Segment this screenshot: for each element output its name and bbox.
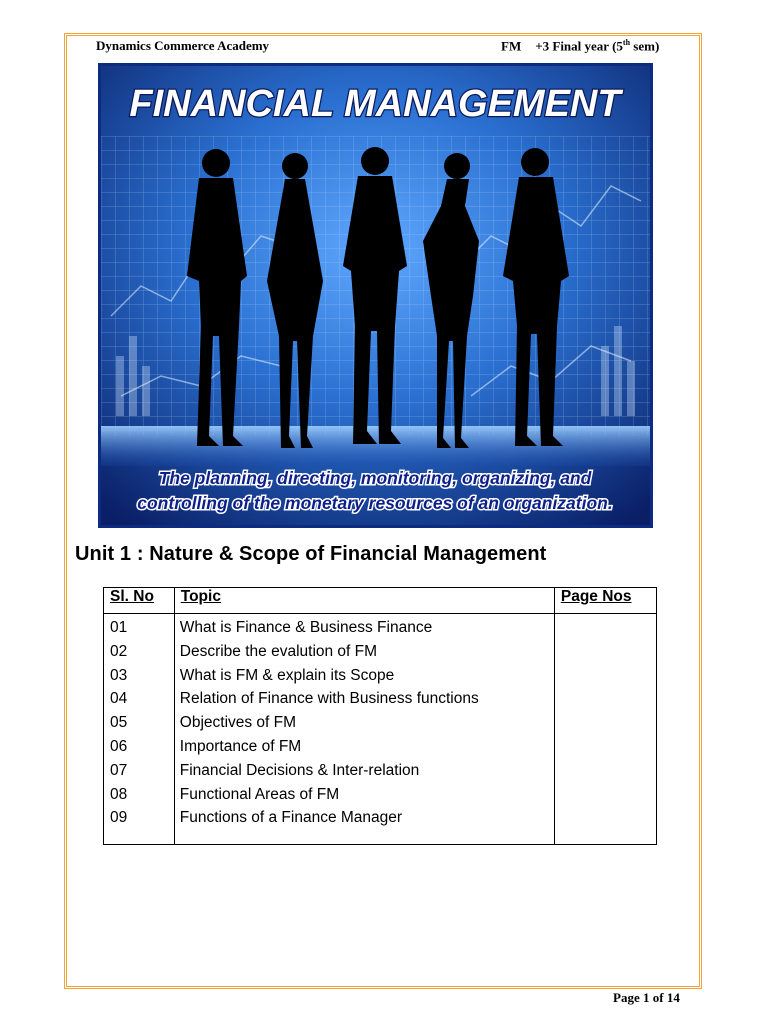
header-topic-label: Topic [180, 588, 221, 605]
table-row-topic: Functions of a Finance Manager [179, 809, 403, 827]
sl-no-column [104, 614, 175, 845]
banner-artwork [101, 66, 650, 525]
table-row-no: 03 [110, 666, 128, 684]
table-row-topic: Financial Decisions & Inter-relation [179, 761, 420, 779]
table-row-no: 08 [110, 785, 128, 803]
table-body-row [104, 614, 657, 845]
table-row-no: 05 [110, 714, 128, 732]
header-sl-no-label: Sl. No [110, 588, 154, 605]
banner-caption-line2: controlling of the monetary resources of an organization. [137, 493, 613, 513]
header-topic [174, 588, 554, 614]
banner-title: FINANCIAL MANAGEMENT [129, 83, 621, 125]
footer-page-number: 1 [642, 990, 650, 1005]
table-header-row [104, 588, 657, 614]
table-row-topic: What is FM & explain its Scope [179, 666, 395, 684]
header-year: +3 Final year (5 [535, 38, 623, 54]
page-nos-column [554, 614, 656, 845]
table-row-no: 02 [110, 642, 128, 660]
table-row-topic: Describe the evalution of FM [179, 642, 378, 660]
topic-column [174, 614, 554, 845]
footer-page-total: 14 [666, 990, 680, 1005]
table-row-topic: What is Finance & Business Finance [179, 619, 433, 636]
banner-image [98, 63, 653, 528]
header-page-nos-label: Page Nos [560, 588, 632, 605]
header-sl-no [104, 588, 175, 614]
header-subject: FM [501, 38, 522, 54]
banner-caption-line1: The planning, directing, monitoring, organizing, and [158, 468, 592, 488]
topics-table [103, 587, 657, 845]
table-row-no: 09 [110, 809, 128, 827]
table-row-no: 07 [110, 761, 128, 779]
table-row-no: 01 [110, 619, 128, 636]
footer-page-label: Page [613, 990, 643, 1005]
header-course [501, 38, 659, 54]
table-row-topic: Functional Areas of FM [179, 785, 340, 803]
table-row-topic: Relation of Finance with Business functions [179, 690, 479, 708]
header-year-sup: th [622, 38, 631, 47]
header-year-suffix: sem) [630, 38, 660, 54]
table-row-topic: Importance of FM [179, 737, 302, 755]
header-page-nos [554, 588, 656, 614]
unit-title: Unit 1 : Nature & Scope of Financial Management [75, 543, 547, 565]
table-row-no: 04 [110, 690, 128, 708]
footer-of-label: of [649, 990, 667, 1005]
header-academy: Dynamics Commerce Academy [96, 38, 270, 53]
table-row-no: 06 [110, 737, 128, 755]
table-row-topic: Objectives of FM [179, 714, 297, 732]
page-footer [613, 990, 680, 1006]
